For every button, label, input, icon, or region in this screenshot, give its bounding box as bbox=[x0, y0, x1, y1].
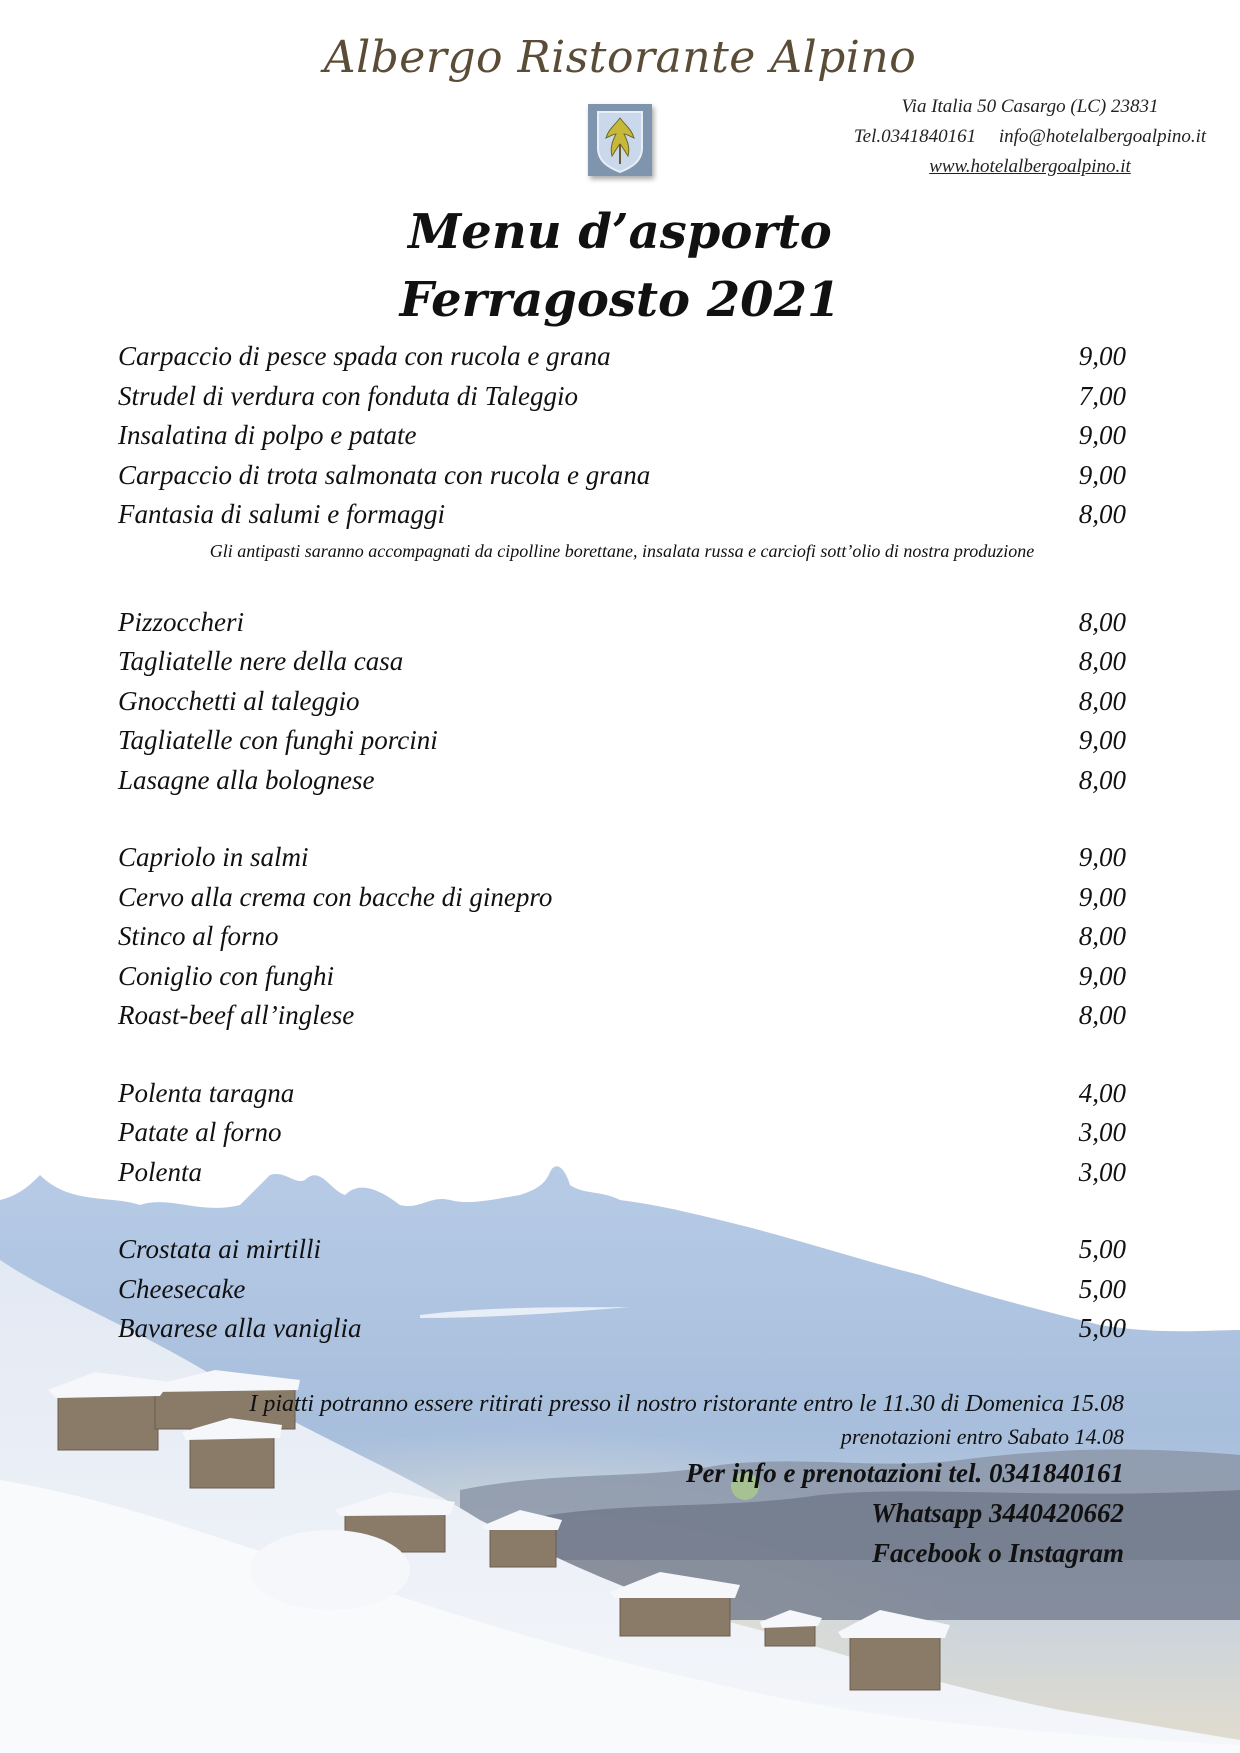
dish-name: Tagliatelle con funghi porcini bbox=[118, 725, 438, 755]
dish-price: 7,00 bbox=[1078, 380, 1126, 411]
dish-price: 5,00 bbox=[1078, 1273, 1126, 1304]
phone: Tel.0341840161 bbox=[853, 126, 977, 147]
dish-price: 3,00 bbox=[1078, 1117, 1126, 1147]
dish-name: Polenta taragna bbox=[118, 1077, 295, 1108]
dish-name: Gnocchetti al taleggio bbox=[118, 685, 360, 716]
spacer bbox=[118, 1196, 1126, 1234]
dish-name: Stinco al forno bbox=[118, 921, 279, 951]
dish-price: 8,00 bbox=[1078, 764, 1126, 795]
order-info bbox=[124, 1388, 1124, 1572]
dish-price: 9,00 bbox=[1078, 842, 1126, 872]
booking-deadline: prenotazioni entro Sabato 14.08 bbox=[840, 1424, 1124, 1449]
dish-name: Polenta bbox=[118, 1156, 202, 1187]
spacer bbox=[118, 804, 1126, 842]
dish-price: 9,00 bbox=[1078, 420, 1126, 450]
dish-price: 5,00 bbox=[1078, 1234, 1126, 1264]
dish-row bbox=[118, 420, 1126, 460]
dish-row bbox=[118, 882, 1126, 922]
dish-row bbox=[118, 1078, 1126, 1118]
menu-title bbox=[0, 198, 1240, 334]
coat-of-arms-icon bbox=[588, 104, 652, 176]
dish-name: Pizzoccheri bbox=[118, 606, 244, 637]
dish-name: Cheesecake bbox=[118, 1273, 246, 1304]
dish-name: Bavarese alla vaniglia bbox=[118, 1313, 362, 1343]
hotel-name: Albergo Ristorante Alpino bbox=[323, 32, 917, 83]
dish-price: 9,00 bbox=[1078, 459, 1126, 490]
dish-row bbox=[118, 646, 1126, 686]
menu-title-line2: Ferragosto 2021 bbox=[399, 272, 841, 328]
dish-row bbox=[118, 499, 1126, 539]
contact-info bbox=[830, 92, 1230, 182]
dish-row bbox=[118, 765, 1126, 805]
dish-row bbox=[118, 725, 1126, 765]
dish-price: 9,00 bbox=[1078, 341, 1126, 371]
info-phone: Per info e prenotazioni tel. 0341840161 bbox=[686, 1458, 1124, 1488]
dish-row bbox=[118, 921, 1126, 961]
dish-row bbox=[118, 842, 1126, 882]
dish-row bbox=[118, 1117, 1126, 1157]
whatsapp-contact: Whatsapp 3440420662 bbox=[871, 1498, 1124, 1528]
dish-price: 9,00 bbox=[1078, 881, 1126, 912]
dish-name: Carpaccio di pesce spada con rucola e grana bbox=[118, 341, 611, 371]
dish-name: Crostata ai mirtilli bbox=[118, 1234, 322, 1264]
dish-row bbox=[118, 1000, 1126, 1040]
dish-name: Tagliatelle nere della casa bbox=[118, 646, 404, 676]
dish-name: Strudel di verdura con fonduta di Taleggio bbox=[118, 380, 578, 411]
dish-name: Carpaccio di trota salmonata con rucola e grana bbox=[118, 459, 651, 490]
dish-row bbox=[118, 341, 1126, 381]
antipasti-note: Gli antipasti saranno accompagnati da cipolline borettane, insalata russa e carciofi sott’olio di nostra produzione bbox=[209, 540, 1035, 561]
dish-name: Lasagne alla bolognese bbox=[118, 764, 375, 795]
dish-price: 4,00 bbox=[1078, 1077, 1126, 1108]
dish-price: 3,00 bbox=[1078, 1156, 1126, 1187]
pickup-note: I piatti potranno essere ritirati presso il nostro ristorante entro le 11.30 di Domenica 15.08 bbox=[249, 1391, 1124, 1417]
dish-price: 8,00 bbox=[1078, 921, 1126, 951]
dish-name: Insalatina di polpo e patate bbox=[118, 420, 417, 450]
spacer bbox=[118, 1040, 1126, 1078]
dish-row bbox=[118, 1274, 1126, 1314]
dish-name: Cervo alla crema con bacche di ginepro bbox=[118, 881, 553, 912]
dish-row bbox=[118, 460, 1126, 500]
phone-email-row bbox=[830, 122, 1230, 152]
dish-price: 9,00 bbox=[1078, 960, 1126, 991]
dish-price: 8,00 bbox=[1078, 606, 1126, 637]
dish-price: 8,00 bbox=[1078, 685, 1126, 716]
email-link[interactable]: info@hotelalbergoalpino.it bbox=[998, 126, 1207, 147]
dish-price: 8,00 bbox=[1078, 1000, 1126, 1030]
dish-price: 5,00 bbox=[1078, 1313, 1126, 1343]
dish-row bbox=[118, 607, 1126, 647]
menu-title-line1: Menu d’asporto bbox=[408, 204, 832, 260]
dish-price: 8,00 bbox=[1078, 646, 1126, 676]
dish-name: Coniglio con funghi bbox=[118, 960, 334, 991]
social-contact: Facebook o Instagram bbox=[871, 1538, 1124, 1568]
dish-row bbox=[118, 1157, 1126, 1197]
address: Via Italia 50 Casargo (LC) 23831 bbox=[901, 96, 1159, 117]
website-link[interactable]: www.hotelalbergoalpino.it bbox=[929, 156, 1131, 177]
dish-row bbox=[118, 381, 1126, 421]
spacer bbox=[118, 574, 1126, 607]
menu-list bbox=[118, 341, 1126, 1353]
dish-row bbox=[118, 961, 1126, 1001]
dish-name: Fantasia di salumi e formaggi bbox=[118, 499, 446, 529]
dish-row bbox=[118, 1234, 1126, 1274]
dish-name: Patate al forno bbox=[118, 1117, 282, 1147]
dish-price: 8,00 bbox=[1078, 499, 1126, 529]
dish-row bbox=[118, 686, 1126, 726]
dish-name: Roast-beef all’inglese bbox=[118, 1000, 355, 1030]
dish-price: 9,00 bbox=[1078, 725, 1126, 755]
dish-row bbox=[118, 1313, 1126, 1353]
dish-name: Capriolo in salmi bbox=[118, 842, 309, 872]
